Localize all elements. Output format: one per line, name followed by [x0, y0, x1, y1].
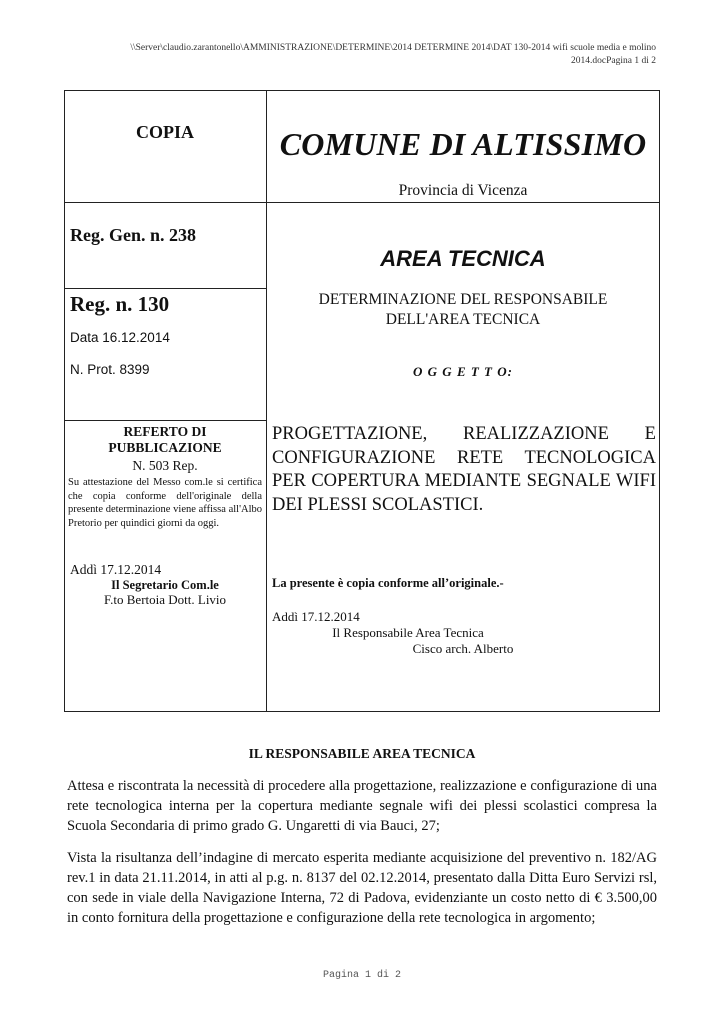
determinazione-line-1: DETERMINAZIONE DEL RESPONSABILE: [318, 291, 608, 308]
file-path-line-1: \\Server\claudio.zarantonello\AMMINISTRAZIONE\DETERMINE\2014 DETERMINE 2014\DAT 130-2014 wifi scuole media e molino: [130, 43, 656, 53]
paragraph-vista: Vista la risultanza dell’indagine di mercato esperita mediante acquisizione del preventivo n. 182/AG rev.1 in data 21.11.2014, in atti al p.g. n. 8137 del 02.12.2014, presentato dalla Ditta Euro Servizi rsl, con sede in viale della Navigazione Interna, 72 di Padova, evidenziante un costo netto di € 3.500,00 in conto fornitura della progettazione e configurazione della rete tecnologica in argomento;: [67, 850, 657, 926]
file-path-header: [96, 42, 656, 68]
referto-line-2: PUBBLICAZIONE: [108, 440, 222, 455]
segretario-signature: F.to Bertoia Dott. Livio: [103, 592, 227, 607]
copia-label: COPIA: [136, 122, 194, 142]
protocol-number: N. Prot. 8399: [70, 362, 150, 377]
oggetto-label: O G G E T T O:: [413, 364, 513, 379]
file-path-line-2: 2014.docPagina 1 di 2: [571, 56, 656, 66]
provincia-label: Provincia di Vicenza: [398, 182, 528, 199]
reg-gen-number: Reg. Gen. n. 238: [70, 225, 196, 245]
date-label: Data 16.12.2014: [70, 330, 170, 345]
copia-conforme-note: La presente è copia conforme all’originale.-: [272, 576, 504, 590]
determinazione-line-2: DELL'AREA TECNICA: [385, 311, 541, 328]
referto-heading: [64, 424, 266, 456]
responsabile-date: Addì 17.12.2014: [272, 609, 360, 624]
attestazione-text: Su attestazione del Messo com.le si certifica che copia conforme dell'originale della presente determinazione viene affissa all'Albo Pretorio per quindici giorni da oggi.: [68, 477, 262, 529]
determinazione-heading: [266, 290, 660, 330]
responsabile-name: Cisco arch. Alberto: [412, 641, 514, 656]
row-divider-right-1: [266, 202, 660, 203]
responsabile-title: Il Responsabile Area Tecnica: [332, 625, 484, 640]
comune-title: COMUNE DI ALTISSIMO: [279, 126, 647, 162]
row-divider-left-2: [64, 288, 267, 289]
oggetto-text: PROGETTAZIONE, REALIZZAZIONE E CONFIGURAZIONE RETE TECNOLOGICA PER COPERTURA MEDIANTE SEGNALE WIFI DEI PLESSI SCOLASTICI.: [272, 424, 656, 515]
rep-number: N. 503 Rep.: [132, 458, 198, 473]
reg-number: Reg. n. 130: [70, 292, 170, 316]
area-tecnica-title: AREA TECNICA: [380, 246, 546, 271]
row-divider-left-3: [64, 420, 267, 421]
body-heading: IL RESPONSABILE AREA TECNICA: [248, 746, 476, 761]
paragraph-attesa: Attesa e riscontrata la necessità di procedere alla progettazione, realizzazione e configurazione di una rete tecnologica interna per la copertura mediante segnale wifi dei plessi scolastici compresa la Scuola Secondaria di primo grado G. Ungaretti di via Bauci, 27;: [67, 778, 657, 834]
publication-date: Addì 17.12.2014: [70, 562, 162, 577]
row-divider-left-1: [64, 202, 267, 203]
page-footer: Pagina 1 di 2: [322, 970, 401, 981]
referto-line-1: REFERTO DI: [123, 424, 207, 439]
segretario-title: Il Segretario Com.le: [111, 578, 219, 592]
